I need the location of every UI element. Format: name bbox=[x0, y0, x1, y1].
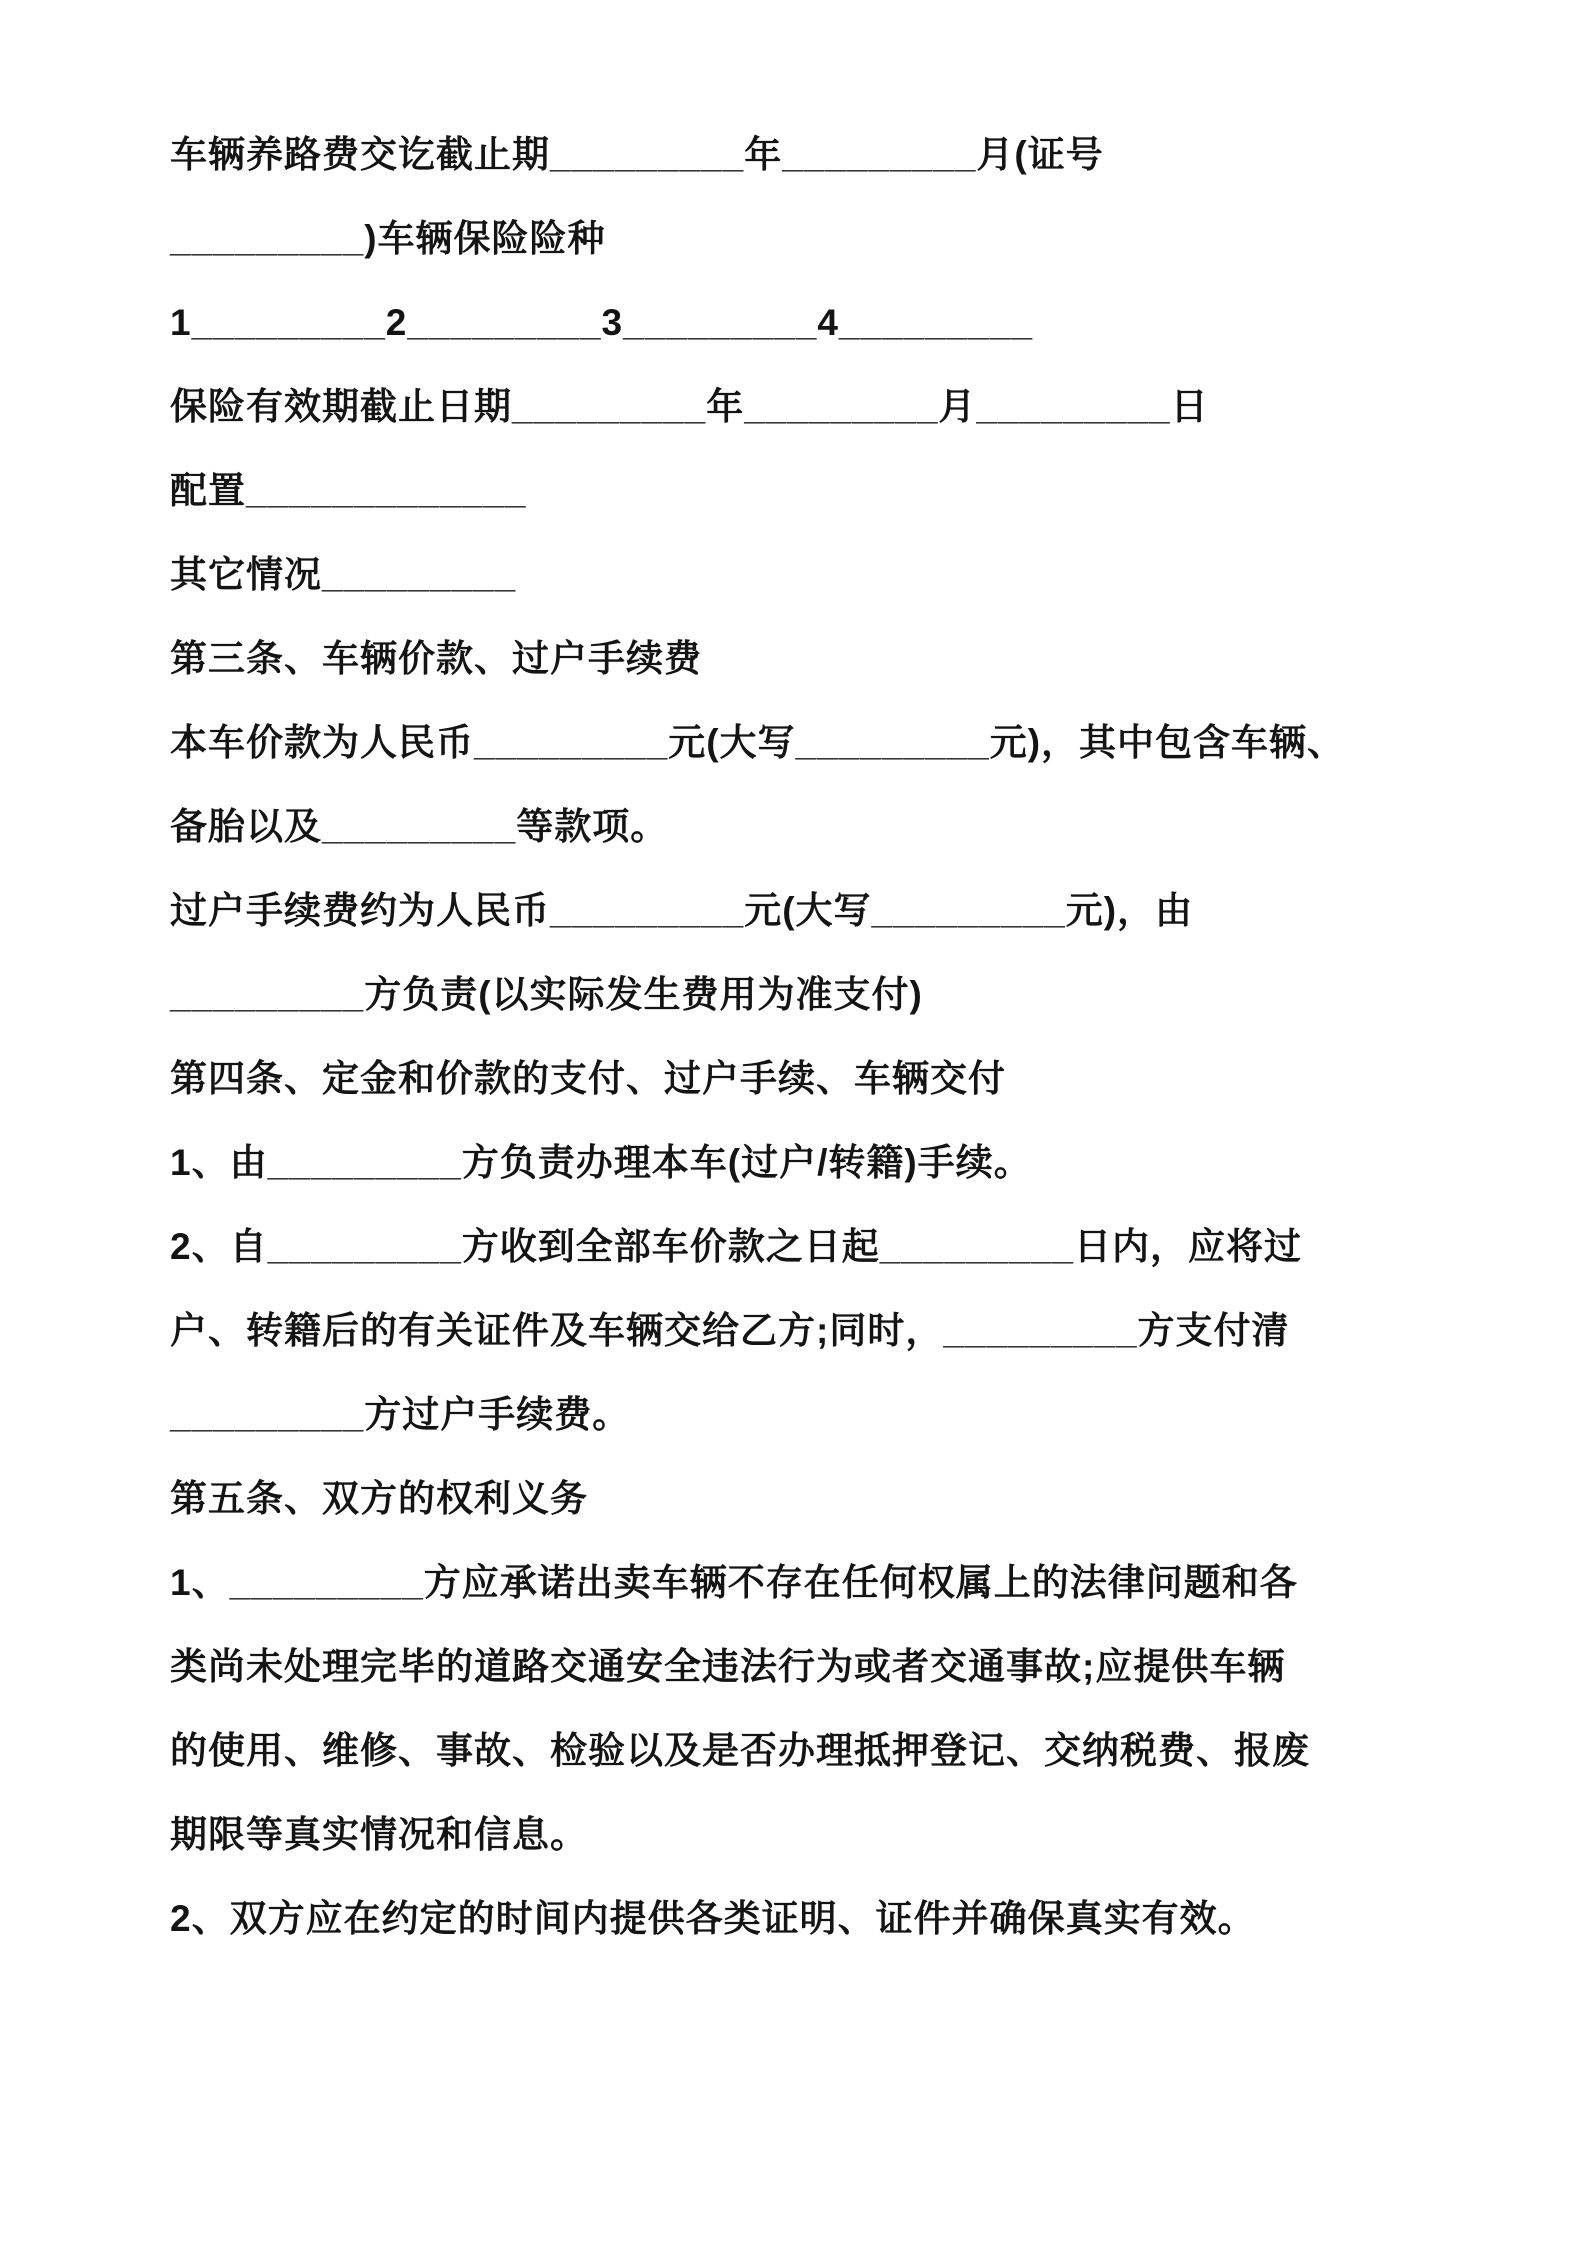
section-heading-article-3: 第三条、车辆价款、过户手续费 bbox=[170, 638, 702, 679]
contract-line: 的使用、维修、事故、检验以及是否办理抵押登记、交纳税费、报废 bbox=[170, 1730, 1310, 1771]
contract-line: 1_________2_________3_________4_________ bbox=[170, 302, 1034, 343]
contract-line: _________方过户手续费。 bbox=[170, 1394, 631, 1435]
contract-line: 1、由_________方负责办理本车(过户/转籍)手续。 bbox=[170, 1142, 1032, 1183]
contract-line: _________方负责(以实际发生费用为准支付) bbox=[170, 974, 923, 1015]
contract-line: 户、转籍后的有关证件及车辆交给乙方;同时，_________方支付清 bbox=[170, 1310, 1290, 1351]
contract-line: 保险有效期截止日期_________年_________月_________日 bbox=[170, 386, 1209, 427]
contract-line: 配置_____________ bbox=[170, 470, 527, 511]
contract-line: 车辆养路费交讫截止期_________年_________月(证号 bbox=[170, 134, 1104, 175]
contract-line: 备胎以及_________等款项。 bbox=[170, 806, 669, 847]
contract-line: 过户手续费约为人民币_________元(大写_________元)，由 bbox=[170, 890, 1194, 931]
contract-line: 2、双方应在约定的时间内提供各类证明、证件并确保真实有效。 bbox=[170, 1898, 1256, 1939]
section-heading-article-4: 第四条、定金和价款的支付、过户手续、车辆交付 bbox=[170, 1058, 1006, 1099]
contract-line: 其它情况_________ bbox=[170, 554, 517, 595]
contract-line: 期限等真实情况和信息。 bbox=[170, 1814, 588, 1855]
section-heading-article-5: 第五条、双方的权利义务 bbox=[170, 1478, 588, 1519]
contract-line: 类尚未处理完毕的道路交通安全违法行为或者交通事故;应提供车辆 bbox=[170, 1646, 1286, 1687]
contract-line: 本车价款为人民币_________元(大写_________元)，其中包含车辆、 bbox=[170, 722, 1346, 763]
contract-line: 2、自_________方收到全部车价款之日起_________日内，应将过 bbox=[170, 1226, 1302, 1267]
contract-line: 1、_________方应承诺出卖车辆不存在任何权属上的法律问题和各 bbox=[170, 1562, 1298, 1603]
contract-line: _________)车辆保险险种 bbox=[170, 218, 606, 259]
